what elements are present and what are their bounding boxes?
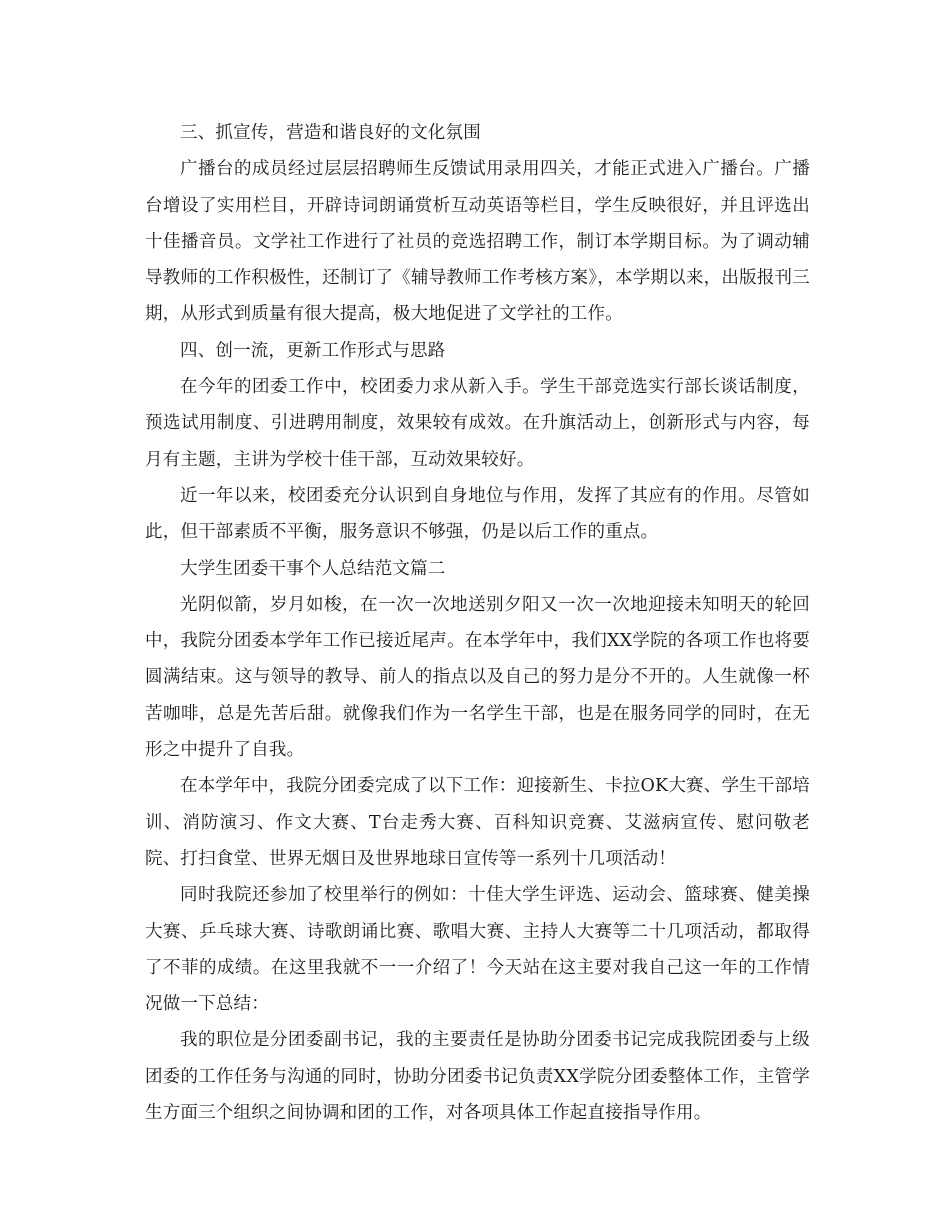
section-heading-sample-two: 大学生团委干事个人总结范文篇二 bbox=[180, 558, 446, 579]
paragraph-my-role: 我的职位是分团委副书记，我的主要责任是协助分团委书记完成我院团委与上级团委的工作任务与沟通的同时，协助分团委书记负责XX学院分团委整体工作，主管学生方面三个组织之间协调和团的工作，对各项具体工作起直接指导作用。 bbox=[145, 1030, 810, 1124]
paragraph-league-work: 在今年的团委工作中，校团委力求从新入手。学生干部竞选实行部长谈话制度，预选试用制度、引进聘用制度，效果较有成效。在升旗活动上，创新形式与内容，每月有主题，主讲为学校十佳干部，互动效果较好。 bbox=[145, 377, 810, 470]
paragraph-school-events: 同时我院还参加了校里举行的例如：十佳大学生评选、运动会、篮球赛、健美操大赛、乒乓球大赛、诗歌朗诵比赛、歌唱大赛、主持人大赛等二十几项活动，都取得了不菲的成绩。在这里我就不一一介绍了！今天站在这主要对我自己这一年的工作情况做一下总结： bbox=[145, 885, 810, 1015]
paragraph-time-flies: 光阴似箭，岁月如梭，在一次一次地送别夕阳又一次一次地迎接未知明天的轮回中，我院分团委本学年工作已接近尾声。在本学年中，我们XX学院的各项工作也将要圆满结束。这与领导的教导、前人的指点以及自己的努力是分不开的。人生就像一杯苦咖啡，总是先苦后甜。就像我们作为一名学生干部，也是在服务同学的同时，在无形之中提升了自我。 bbox=[145, 594, 810, 761]
paragraph-year-review: 近一年以来，校团委充分认识到自身地位与作用，发挥了其应有的作用。尽管如此，但干部素质不平衡，服务意识不够强，仍是以后工作的重点。 bbox=[145, 485, 810, 543]
paragraph-broadcast-station: 广播台的成员经过层层招聘师生反馈试用录用四关，才能正式进入广播台。广播台增设了实用栏目，开辟诗词朗诵赏析互动英语等栏目，学生反映很好，并且评选出十佳播音员。文学社工作进行了社员的竞选招聘工作，制订本学期目标。为了调动辅导教师的工作积极性，还制订了《辅导教师工作考核方案》，本学期以来，出版报刊三期，从形式到质量有很大提高，极大地促进了文学社的工作。 bbox=[145, 159, 810, 325]
section-heading-publicity: 三、抓宣传，营造和谐良好的文化氛围 bbox=[180, 123, 481, 143]
section-heading-innovation: 四、创一流，更新工作形式与思路 bbox=[180, 340, 446, 361]
paragraph-activities: 在本学年中，我院分团委完成了以下工作：迎接新生、卡拉OK大赛、学生干部培训、消防演习、作文大赛、T台走秀大赛、百科知识竞赛、艾滋病宣传、慰问敬老院、打扫食堂、世界无烟日及世界地球日宣传等一系列十几项活动！ bbox=[145, 776, 810, 869]
document-body bbox=[145, 115, 810, 1131]
